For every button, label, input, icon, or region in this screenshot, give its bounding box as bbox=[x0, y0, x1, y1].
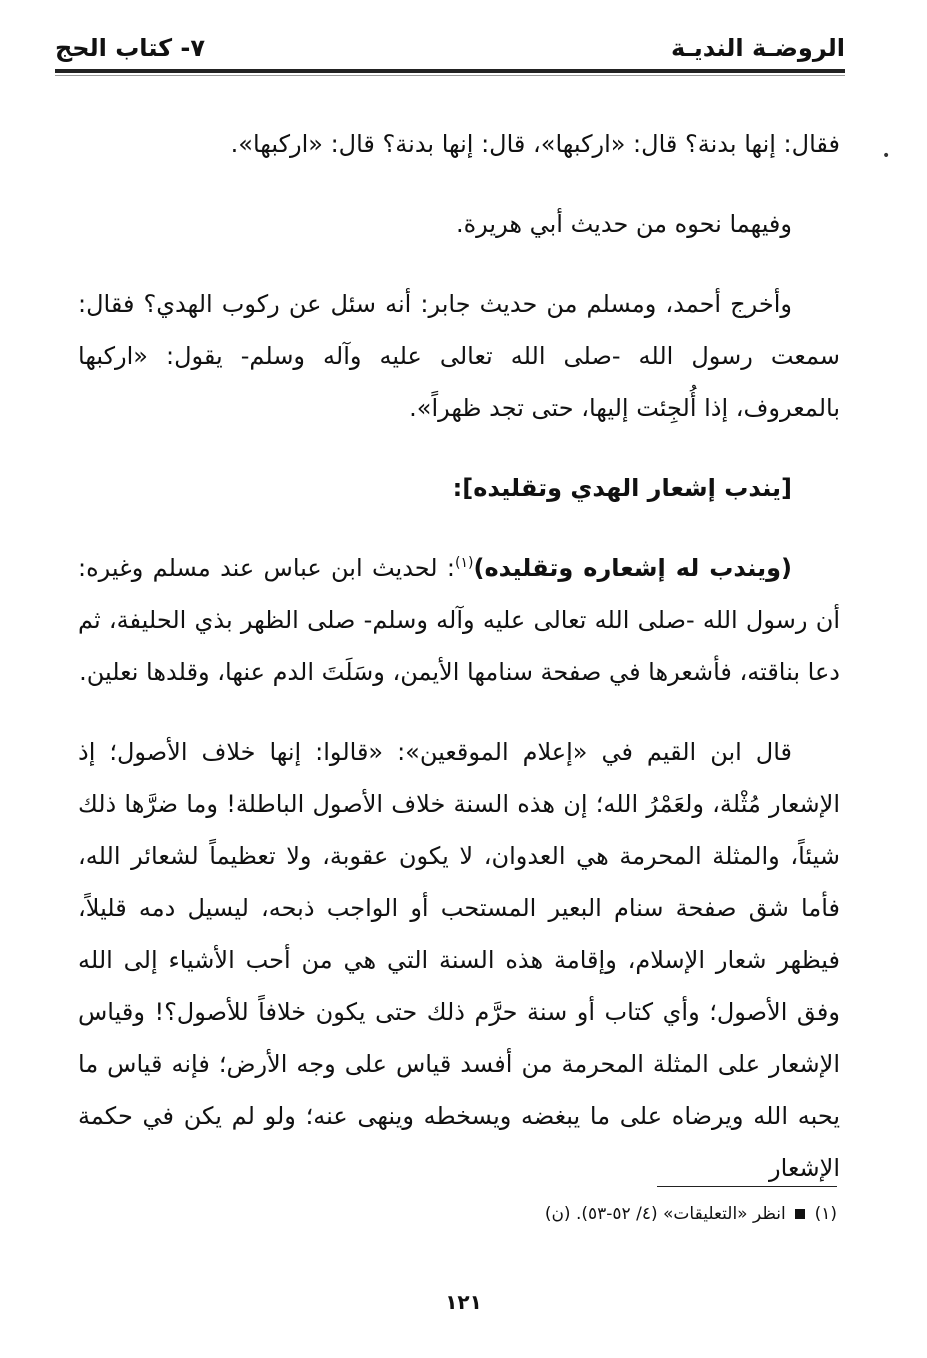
running-header bbox=[55, 30, 845, 70]
paragraph-4-bold: (ويندب له إشعاره وتقليده) bbox=[473, 554, 792, 582]
footnote bbox=[137, 1204, 837, 1224]
main-text bbox=[78, 118, 840, 1194]
footnote-rule bbox=[657, 1186, 837, 1187]
section-heading: [يندب إشعار الهدي وتقليده]: bbox=[452, 474, 792, 502]
paragraph-3: وأخرج أحمد، ومسلم من حديث جابر: أنه سئل عن ركوب الهدي؟ فقال: سمعت رسول الله -صلى الله تعالى عليه وآله وسلم- يقول: «اركبها بالمعروف، إذا أُلجِئت إليها، حتى تجد ظهراً». bbox=[78, 290, 840, 422]
paragraph-4 bbox=[78, 542, 840, 698]
margin-mark: • bbox=[882, 148, 891, 164]
paragraph-2: وفيهما نحوه من حديث أبي هريرة. bbox=[455, 210, 792, 238]
paragraph-1: فقال: إنها بدنة؟ قال: «اركبها»، قال: إنها بدنة؟ قال: «اركبها». bbox=[230, 130, 840, 158]
chapter-title: ٧- كتاب الحج bbox=[55, 34, 206, 62]
header-rule bbox=[55, 69, 845, 73]
paragraph-5: قال ابن القيم في «إعلام الموقعين»: «قالوا: إنها خلاف الأصول؛ إذ الإشعار مُثْلة، ولعَمْرُ الله؛ إن هذه السنة خلاف الأصول الباطلة! وما ضرَّها ذلك شيئاً، والمثلة المحرمة هي العدوان، لا يكون عقوبة، ولا تعظيماً لشعائر الله، فأما شق صفحة سنام البعير المستحب أو الواجب ذبحه، ليسيل دمه قليلاً، فيظهر شعار الإسلام، وإقامة هذه السنة التي هي من أحب الأشياء إلى الله وفق الأصول؛ وأي كتاب أو سنة حرَّم ذلك حتى يكون خلافاً للأصول؟! وقياس الإشعار على المثلة المحرمة من أفسد قياس على وجه الأرض؛ فإنه قياس ما يحبه الله ويرضاه على ما يبغضه ويسخطه وينهى عنه؛ ولو لم يكن في حكمة الإشعار bbox=[78, 738, 840, 1182]
book-title: الروضـة النديـة bbox=[670, 34, 845, 62]
page-number: ١٢١ bbox=[445, 1290, 482, 1314]
paragraph-4-text: : لحديث ابن عباس عند مسلم وغيره: أن رسول الله -صلى الله تعالى عليه وآله وسلم- صلى الظهر بذي الحليفة، ثم دعا بناقته، فأشعرها في صفحة سنامها الأيمن، وسَلَتَ الدم عنها، وقلدها نعلين. bbox=[78, 554, 840, 686]
footnote-text: انظر «التعليقات» (٤/ ٥٢-٥٣). (ن) bbox=[544, 1204, 786, 1224]
footnote-number: (١) bbox=[814, 1204, 837, 1224]
square-icon bbox=[795, 1209, 805, 1219]
header-rule-thin bbox=[55, 75, 845, 76]
footnote-marker: (١) bbox=[455, 555, 474, 571]
